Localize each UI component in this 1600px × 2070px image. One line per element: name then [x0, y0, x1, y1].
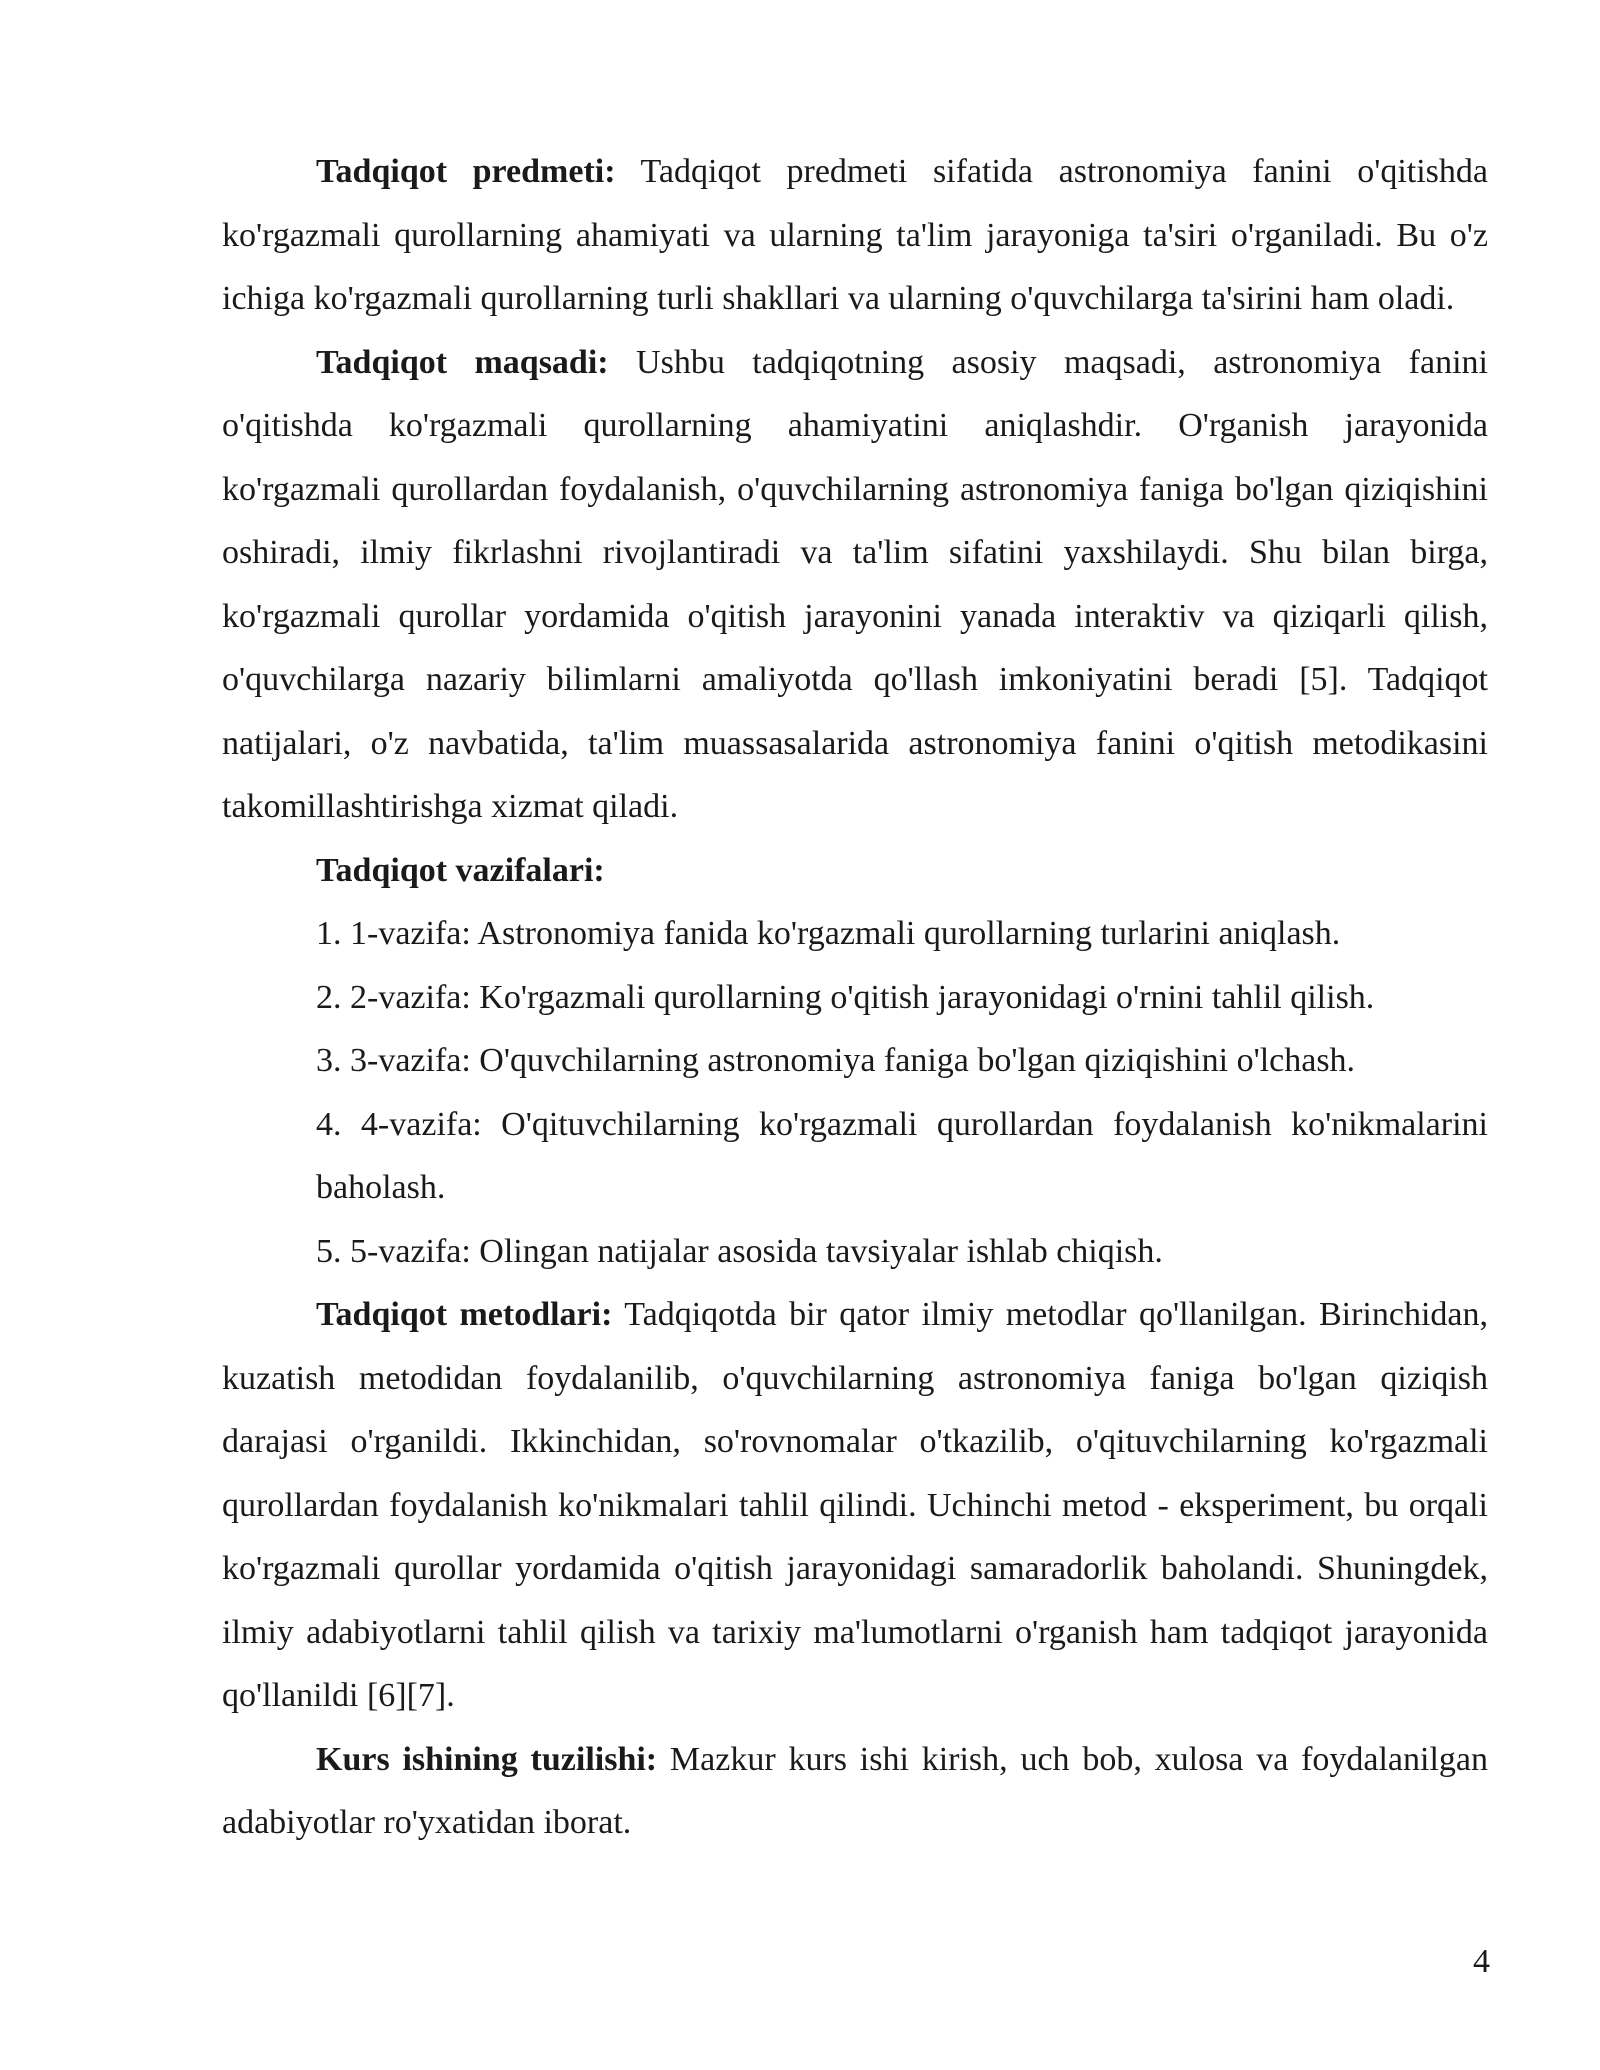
heading-metodlar: Tadqiqot metodlari:: [316, 1296, 613, 1333]
paragraph-tuzilish: [222, 1728, 1488, 1855]
task-item-3: 3. 3-vazifa: O'quvchilarning astronomiya faniga bo'lgan qiziqishini o'lchash.: [316, 1042, 1356, 1079]
task-item-4: 4. 4-vazifa: O'qituvchilarning ko'rgazmali qurollardan foydalanish ko'nikmalarini baholash.: [316, 1105, 1488, 1206]
paragraph-predmet: [222, 140, 1488, 331]
task-item-1: 1. 1-vazifa: Astronomiya fanida ko'rgazmali qurollarning turlarini aniqlash.: [316, 915, 1341, 952]
document-page: [222, 140, 1488, 1855]
text-metodlar: Tadqiqotda bir qator ilmiy metodlar qo'llanilgan. Birinchidan, kuzatish metodidan foydalanilib, o'quvchilarning astronomiya faniga bo'lgan qiziqish darajasi o'rganildi. Ikkinchidan, so'rovnomalar o'tkazilib, o'qituvchilarning ko'rgazmali qurollardan foydalanish ko'nikmalari tahlil qilindi. Uchinchi metod - eksperiment, bu orqali ko'rgazmali qurollar yordamida o'qitish jarayonidagi samaradorlik baholandi. Shuningdek, ilmiy adabiyotlarni tahlil qilish va tarixiy ma'lumotlarni o'rganish ham tadqiqot jarayonida qo'llanildi [6][7].: [222, 1296, 1488, 1714]
text-maqsad: Ushbu tadqiqotning asosiy maqsadi, astronomiya fanini o'qitishda ko'rgazmali qurollarning ahamiyatini aniqlashdir. O'rganish jarayonida ko'rgazmali qurollardan foydalanish, o'quvchilarning astronomiya faniga bo'lgan qiziqishini oshiradi, ilmiy fikrlashni rivojlantiradi va ta'lim sifatini yaxshilaydi. Shu bilan birga, ko'rgazmali qurollar yordamida o'qitish jarayonini yanada interaktiv va qiziqarli qilish, o'quvchilarga nazariy bilimlarni amaliyotda qo'llash imkoniyatini beradi [5]. Tadqiqot natijalari, o'z navbatida, ta'lim muassasalarida astronomiya fanini o'qitish metodikasini takomillashtirishga xizmat qiladi.: [222, 343, 1488, 825]
page-number: 4: [1473, 1943, 1490, 1980]
text-predmet: Tadqiqot predmeti sifatida astronomiya fanini o'qitishda ko'rgazmali qurollarning ahamiyati va ularning ta'lim jarayoniga ta'siri o'rganiladi. Bu o'z ichiga ko'rgazmali qurollarning turli shakllari va ularning o'quvchilarga ta'sirini ham oladi.: [222, 153, 1488, 317]
task-item-5: 5. 5-vazifa: Olingan natijalar asosida tavsiyalar ishlab chiqish.: [316, 1232, 1163, 1270]
heading-tuzilish: Kurs ishining tuzilishi:: [316, 1740, 658, 1778]
heading-maqsad: Tadqiqot maqsadi:: [316, 343, 609, 381]
paragraph-maqsad: [222, 331, 1488, 839]
paragraph-metodlar: [222, 1283, 1488, 1728]
task-list: [222, 902, 1488, 1283]
task-item-2: 2. 2-vazifa: Ko'rgazmali qurollarning o'qitish jarayonidagi o'rnini tahlil qilish.: [316, 978, 1375, 1016]
heading-predmet: Tadqiqot predmeti:: [316, 153, 616, 190]
heading-vazifalar: Tadqiqot vazifalari:: [316, 851, 605, 889]
text-tuzilish: Mazkur kurs ishi kirish, uch bob, xulosa va foydalanilgan adabiyotlar ro'yxatidan iborat.: [222, 1740, 1489, 1841]
